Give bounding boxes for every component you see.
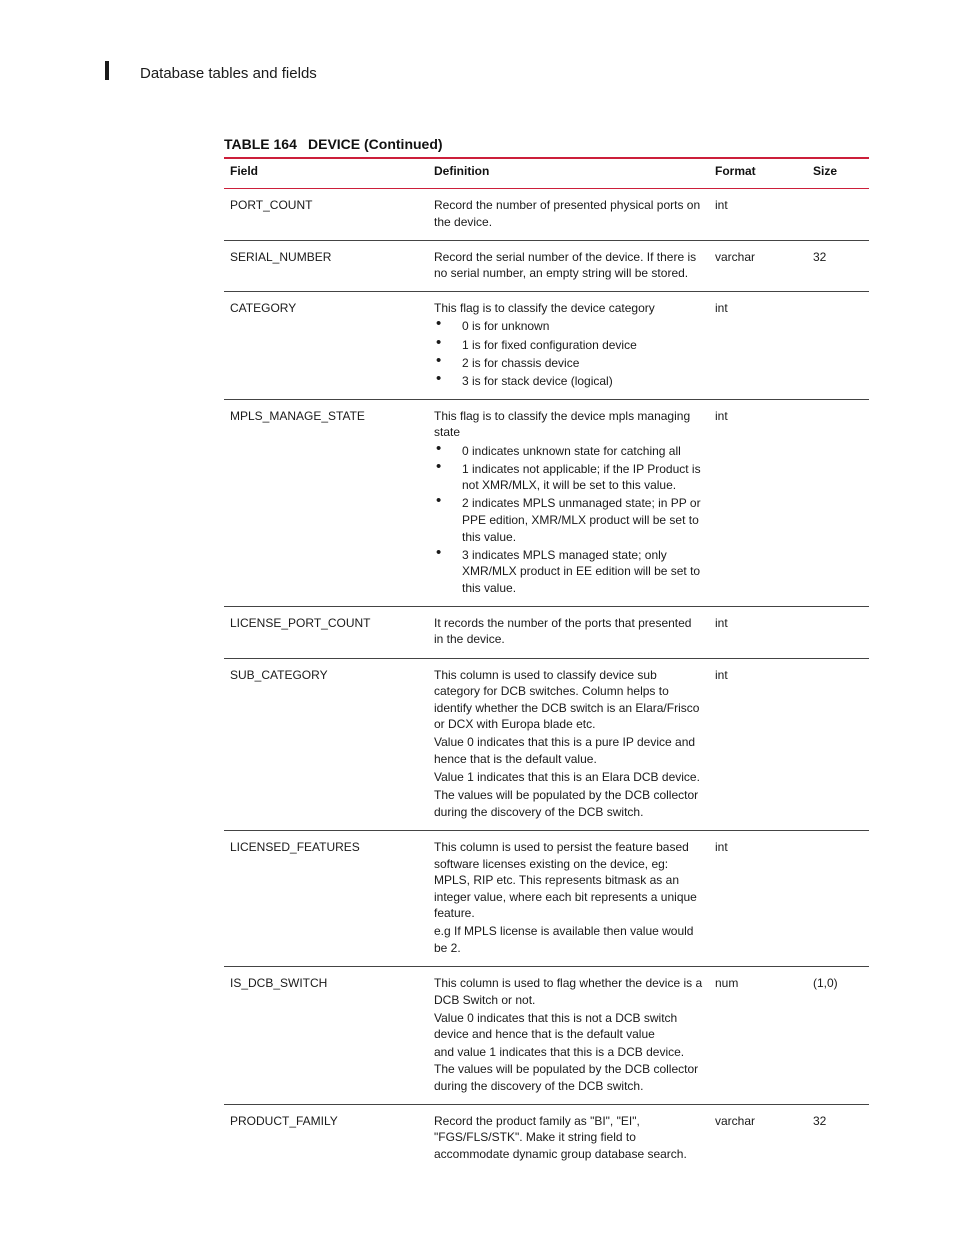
- table-title: DEVICE (Continued): [308, 136, 443, 152]
- definition-paragraph: This flag is to classify the device mpls managing state: [434, 408, 691, 440]
- table-row: [224, 967, 869, 1105]
- column-header-format: Format: [715, 163, 756, 178]
- format-cell: varchar: [715, 249, 756, 264]
- table-row: [224, 658, 869, 830]
- definition-paragraph: This column is used to flag whether the device is a DCB Switch or not.: [434, 976, 703, 1007]
- format-cell: int: [715, 839, 728, 854]
- definition-bullet-list: [434, 443, 703, 597]
- column-header-definition: Definition: [434, 163, 490, 178]
- size-cell: (1,0): [813, 976, 838, 991]
- format-cell: num: [715, 976, 739, 991]
- definition-bullet-item: • 1 is for fixed configuration device: [434, 337, 703, 354]
- format-cell: int: [715, 615, 728, 630]
- size-cell: [807, 292, 869, 399]
- field-name-cell: CATEGORY: [230, 301, 297, 316]
- definition-paragraph: Record the product family as "BI", "EI", "FGS/FLS/STK". Make it string field to accommodate dynamic group database search.: [434, 1113, 687, 1161]
- field-name-cell: IS_DCB_SWITCH: [230, 976, 328, 991]
- field-name-cell: PRODUCT_FAMILY: [230, 1113, 338, 1128]
- definition-paragraph: e.g If MPLS license is available then value would be 2.: [434, 924, 694, 955]
- definition-paragraph: Value 0 indicates that this is not a DCB switch device and hence that is the default value: [434, 1010, 678, 1042]
- definition-bullet-list: [434, 318, 703, 389]
- format-cell: int: [715, 301, 728, 316]
- definition-paragraph: Record the serial number of the device. If there is no serial number, an empty string will be stored.: [434, 249, 697, 281]
- definition-cell: [428, 606, 709, 658]
- field-name-cell: SUB_CATEGORY: [230, 667, 328, 682]
- definition-paragraph: Record the number of presented physical ports on the device.: [434, 198, 701, 229]
- table-row: [224, 830, 869, 966]
- definition-bullet-item: • 0 indicates unknown state for catching all: [434, 443, 703, 460]
- format-cell: int: [715, 198, 728, 212]
- size-cell: [807, 606, 869, 658]
- column-header-size: Size: [813, 163, 838, 178]
- definition-paragraph: This column is used to persist the feature based software licenses existing on the device, eg: MPLS, RIP etc. This represents bitmask as an integer value, where each bit represents a unique feature.: [434, 839, 697, 921]
- definition-cell: [428, 240, 709, 292]
- table-row: [224, 1104, 869, 1172]
- table-number: TABLE 164: [224, 136, 297, 152]
- definition-bullet-item: • 2 indicates MPLS unmanaged state; in PP or PPE edition, XMR/MLX product will be set to this value.: [434, 495, 703, 545]
- definition-bullet-item: • 2 is for chassis device: [434, 355, 703, 372]
- table-row: [224, 399, 869, 606]
- definition-bullet-item: • 0 is for unknown: [434, 318, 703, 335]
- format-cell: int: [715, 667, 728, 682]
- definition-paragraph: Value 0 indicates that this is a pure IP device and hence that is the default value.: [434, 735, 696, 767]
- table-header-row: [224, 158, 869, 189]
- definition-paragraph: Value 1 indicates that this is an Elara DCB device.: [434, 770, 700, 785]
- definition-paragraph: This column is used to classify device sub category for DCB switches. Column helps to identify whether the DCB switch is an Elara/Frisco or DCX with Europa blade etc.: [434, 667, 700, 732]
- size-cell: 32: [813, 1113, 827, 1128]
- table-row: [224, 606, 869, 658]
- definition-bullet-item: • 1 indicates not applicable; if the IP Product is not XMR/MLX, it will be set to this value.: [434, 461, 703, 494]
- field-name-cell: LICENSED_FEATURES: [230, 839, 360, 854]
- definition-cell: [428, 830, 709, 966]
- definition-cell: [428, 189, 709, 241]
- device-table-container: [224, 157, 869, 1172]
- definition-paragraph: It records the number of the ports that presented in the device.: [434, 615, 692, 647]
- size-cell: [807, 830, 869, 966]
- field-name-cell: SERIAL_NUMBER: [230, 249, 332, 264]
- format-cell: varchar: [715, 1113, 756, 1128]
- running-header: Database tables and fields: [140, 65, 317, 82]
- size-cell: [807, 399, 869, 606]
- field-name-cell: LICENSE_PORT_COUNT: [230, 615, 371, 630]
- definition-paragraph: and value 1 indicates that this is a DCB device. The values will be populated by the DCB collector during the discovery of the DCB switch.: [434, 1045, 699, 1093]
- table-caption: [224, 136, 443, 152]
- size-cell: 32: [813, 249, 827, 264]
- definition-cell: [428, 292, 709, 399]
- table-body: [224, 189, 869, 1173]
- table-row: [224, 240, 869, 292]
- format-cell: int: [715, 408, 728, 423]
- field-name-cell: PORT_COUNT: [230, 198, 313, 212]
- table-row: [224, 189, 869, 241]
- size-cell: [807, 189, 869, 241]
- definition-cell: [428, 967, 709, 1105]
- column-header-field: Field: [230, 163, 259, 178]
- definition-bullet-item: • 3 is for stack device (logical): [434, 373, 703, 390]
- definition-cell: [428, 1104, 709, 1172]
- definition-cell: [428, 658, 709, 830]
- chapter-marker-bar: [105, 61, 109, 80]
- definition-paragraph: This flag is to classify the device category: [434, 301, 655, 316]
- size-cell: [807, 658, 869, 830]
- definition-paragraph: The values will be populated by the DCB collector during the discovery of the DCB switch.: [434, 788, 699, 819]
- table-row: [224, 292, 869, 399]
- field-name-cell: MPLS_MANAGE_STATE: [230, 408, 365, 423]
- device-table: [224, 157, 869, 1172]
- definition-bullet-item: • 3 indicates MPLS managed state; only XMR/MLX product in EE edition will be set to this value.: [434, 547, 703, 597]
- definition-cell: [428, 399, 709, 606]
